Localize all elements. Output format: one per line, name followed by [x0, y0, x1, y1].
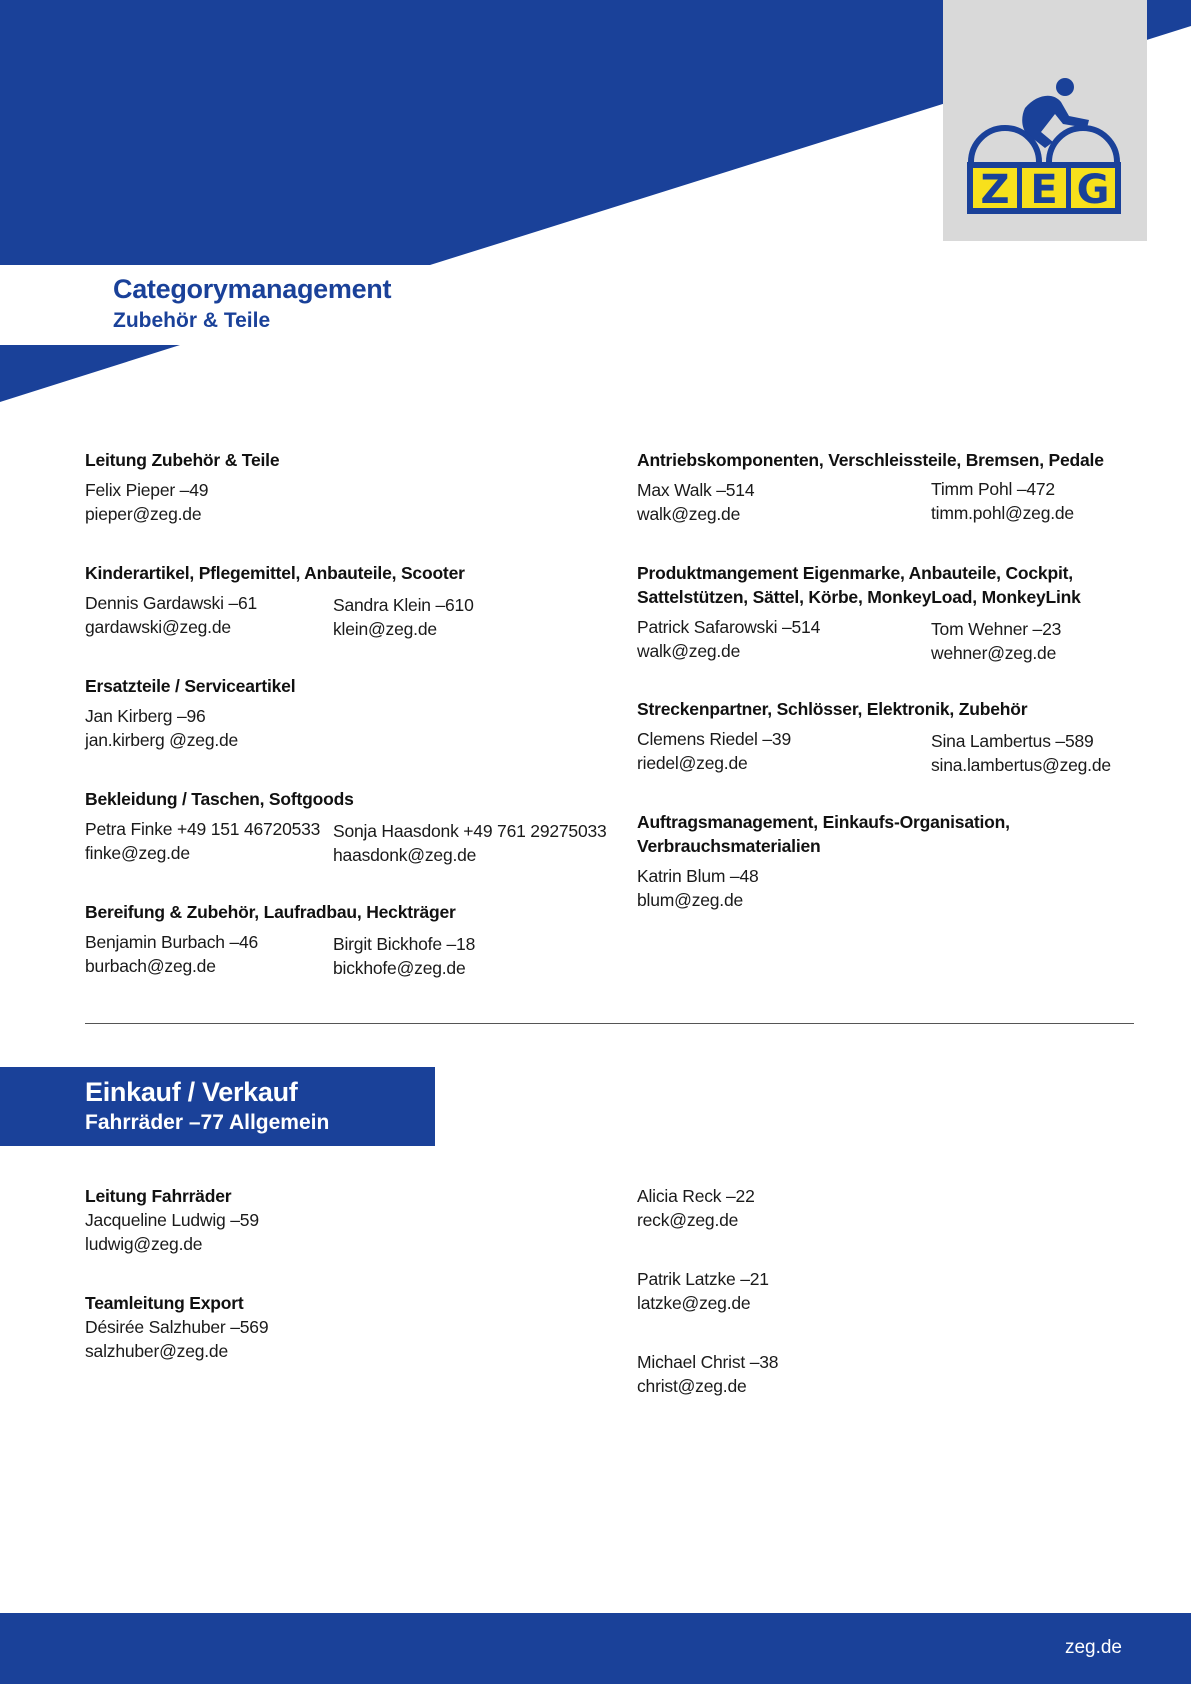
contact-name: Sina Lambertus –589 — [931, 731, 1094, 751]
contact — [637, 478, 754, 526]
section2-title: Einkauf / Verkauf — [85, 1077, 298, 1107]
group-heading: Teamleitung Export — [85, 1293, 244, 1313]
contact-email[interactable]: haasdonk@zeg.de — [333, 845, 477, 865]
group-kinderartikel — [85, 561, 474, 639]
contact-name: Désirée Salzhuber –569 — [85, 1317, 269, 1337]
contact — [637, 727, 791, 775]
group-produktmanagement — [637, 561, 1081, 663]
contact — [85, 817, 320, 865]
group-heading: Ersatzteile / Serviceartikel — [85, 676, 296, 696]
group-heading: Antriebskomponenten, Verschleissteile, Bremsen, Pedale — [637, 450, 1104, 470]
contact-email[interactable]: walk@zeg.de — [637, 504, 741, 524]
section-divider — [85, 1023, 1134, 1024]
logo-letter-e: E — [1030, 167, 1058, 213]
contact-name: Patrik Latzke –21 — [637, 1269, 769, 1289]
group-antrieb — [637, 448, 1104, 524]
contact — [637, 1267, 769, 1315]
contact-email[interactable]: bickhofe@zeg.de — [333, 958, 466, 978]
contact-name: Patrick Safarowski –514 — [637, 617, 821, 637]
website-link[interactable]: zeg.de — [1064, 1637, 1122, 1658]
contact-name: Sandra Klein –610 — [333, 595, 474, 615]
contact-name: Jacqueline Ludwig –59 — [85, 1210, 259, 1230]
group-heading: Leitung Fahrräder — [85, 1186, 232, 1206]
group-leitung-zubehoer — [85, 448, 280, 524]
group-heading: Leitung Zubehör & Teile — [85, 450, 280, 470]
contact-name: Michael Christ –38 — [637, 1352, 779, 1372]
contact-email[interactable]: ludwig@zeg.de — [85, 1234, 203, 1254]
contact-name: Katrin Blum –48 — [637, 866, 759, 886]
contact — [85, 930, 258, 978]
group-heading-line-1: Produktmangement Eigenmarke, Anbauteile, Cockpit, — [637, 563, 1073, 583]
footer — [0, 1613, 1191, 1684]
contact — [637, 615, 820, 663]
contact-email[interactable]: sina.lambertus@zeg.de — [931, 755, 1111, 775]
group-teamleitung-export — [85, 1291, 269, 1361]
contact-email[interactable]: riedel@zeg.de — [637, 753, 748, 773]
contact-name: Sonja Haasdonk +49 761 29275033 — [333, 821, 607, 841]
contact-name: Tom Wehner –23 — [931, 619, 1062, 639]
group-ersatzteile — [85, 674, 296, 750]
logo-letter-g: G — [1076, 167, 1110, 213]
group-heading: Bereifung & Zubehör, Laufradbau, Heckträger — [85, 902, 456, 922]
contact-name: Jan Kirberg –96 — [85, 706, 206, 726]
logo-letter-z: Z — [980, 167, 1010, 213]
contact-email[interactable]: latzke@zeg.de — [637, 1293, 751, 1313]
cyclist-logo-icon — [965, 76, 1125, 222]
contact-email[interactable]: klein@zeg.de — [333, 619, 437, 639]
contact-name: Birgit Bickhofe –18 — [333, 934, 476, 954]
contact — [931, 477, 1074, 525]
contact — [637, 864, 759, 912]
contact-email[interactable]: blum@zeg.de — [637, 890, 744, 910]
group-heading: Bekleidung / Taschen, Softgoods — [85, 789, 354, 809]
section2-subtitle: Fahrräder –77 Allgemein — [85, 1111, 330, 1134]
group-heading-line-2: Sattelstützen, Sättel, Körbe, MonkeyLoad, MonkeyLink — [637, 587, 1081, 607]
contact-email[interactable]: timm.pohl@zeg.de — [931, 503, 1074, 523]
contact-email[interactable]: wehner@zeg.de — [931, 643, 1057, 663]
contact-name: Clemens Riedel –39 — [637, 729, 791, 749]
group-heading: Kinderartikel, Pflegemittel, Anbauteile, Scooter — [85, 563, 465, 583]
contact-email[interactable]: pieper@zeg.de — [85, 504, 202, 524]
contact — [85, 1208, 259, 1256]
contact-email[interactable]: reck@zeg.de — [637, 1210, 739, 1230]
contact-name: Felix Pieper –49 — [85, 480, 209, 500]
group-heading-line-2: Verbrauchsmaterialien — [637, 836, 821, 856]
group-heading: Streckenpartner, Schlösser, Elektronik, Zubehör — [637, 699, 1028, 719]
contact-name: Dennis Gardawski –61 — [85, 593, 258, 613]
contact-email[interactable]: salzhuber@zeg.de — [85, 1341, 228, 1361]
contact — [85, 704, 238, 752]
contact — [85, 1315, 268, 1363]
contact-email[interactable]: gardawski@zeg.de — [85, 617, 231, 637]
group-heading-line-1: Auftragsmanagement, Einkaufs-Organisation, — [637, 812, 1010, 832]
contact-email[interactable]: walk@zeg.de — [637, 641, 741, 661]
contact-name: Max Walk –514 — [637, 480, 755, 500]
contact — [333, 819, 607, 867]
contact — [333, 932, 475, 980]
section-subtitle: Zubehör & Teile — [113, 309, 271, 332]
group-leitung-fahrraeder — [85, 1184, 259, 1254]
contact — [931, 617, 1061, 665]
contact-name: Petra Finke +49 151 46720533 — [85, 819, 321, 839]
contact-email[interactable]: christ@zeg.de — [637, 1376, 747, 1396]
contact — [333, 593, 474, 641]
contact-email[interactable]: jan.kirberg @zeg.de — [85, 730, 239, 750]
group-streckenpartner — [637, 697, 1111, 775]
contact — [637, 1184, 755, 1232]
contact — [931, 729, 1111, 777]
contact — [637, 1350, 778, 1398]
contact-name: Timm Pohl –472 — [931, 479, 1055, 499]
zeg-logo[interactable] — [943, 0, 1147, 241]
contact-name: Alicia Reck –22 — [637, 1186, 755, 1206]
contact — [85, 591, 257, 639]
contact-email[interactable]: burbach@zeg.de — [85, 956, 216, 976]
contact — [85, 478, 208, 526]
section-title: Categorymanagement — [113, 274, 392, 304]
group-bekleidung — [85, 787, 607, 865]
group-auftragsmanagement — [637, 810, 1010, 910]
contact-name: Benjamin Burbach –46 — [85, 932, 259, 952]
group-bereifung — [85, 900, 476, 978]
contact-email[interactable]: finke@zeg.de — [85, 843, 190, 863]
